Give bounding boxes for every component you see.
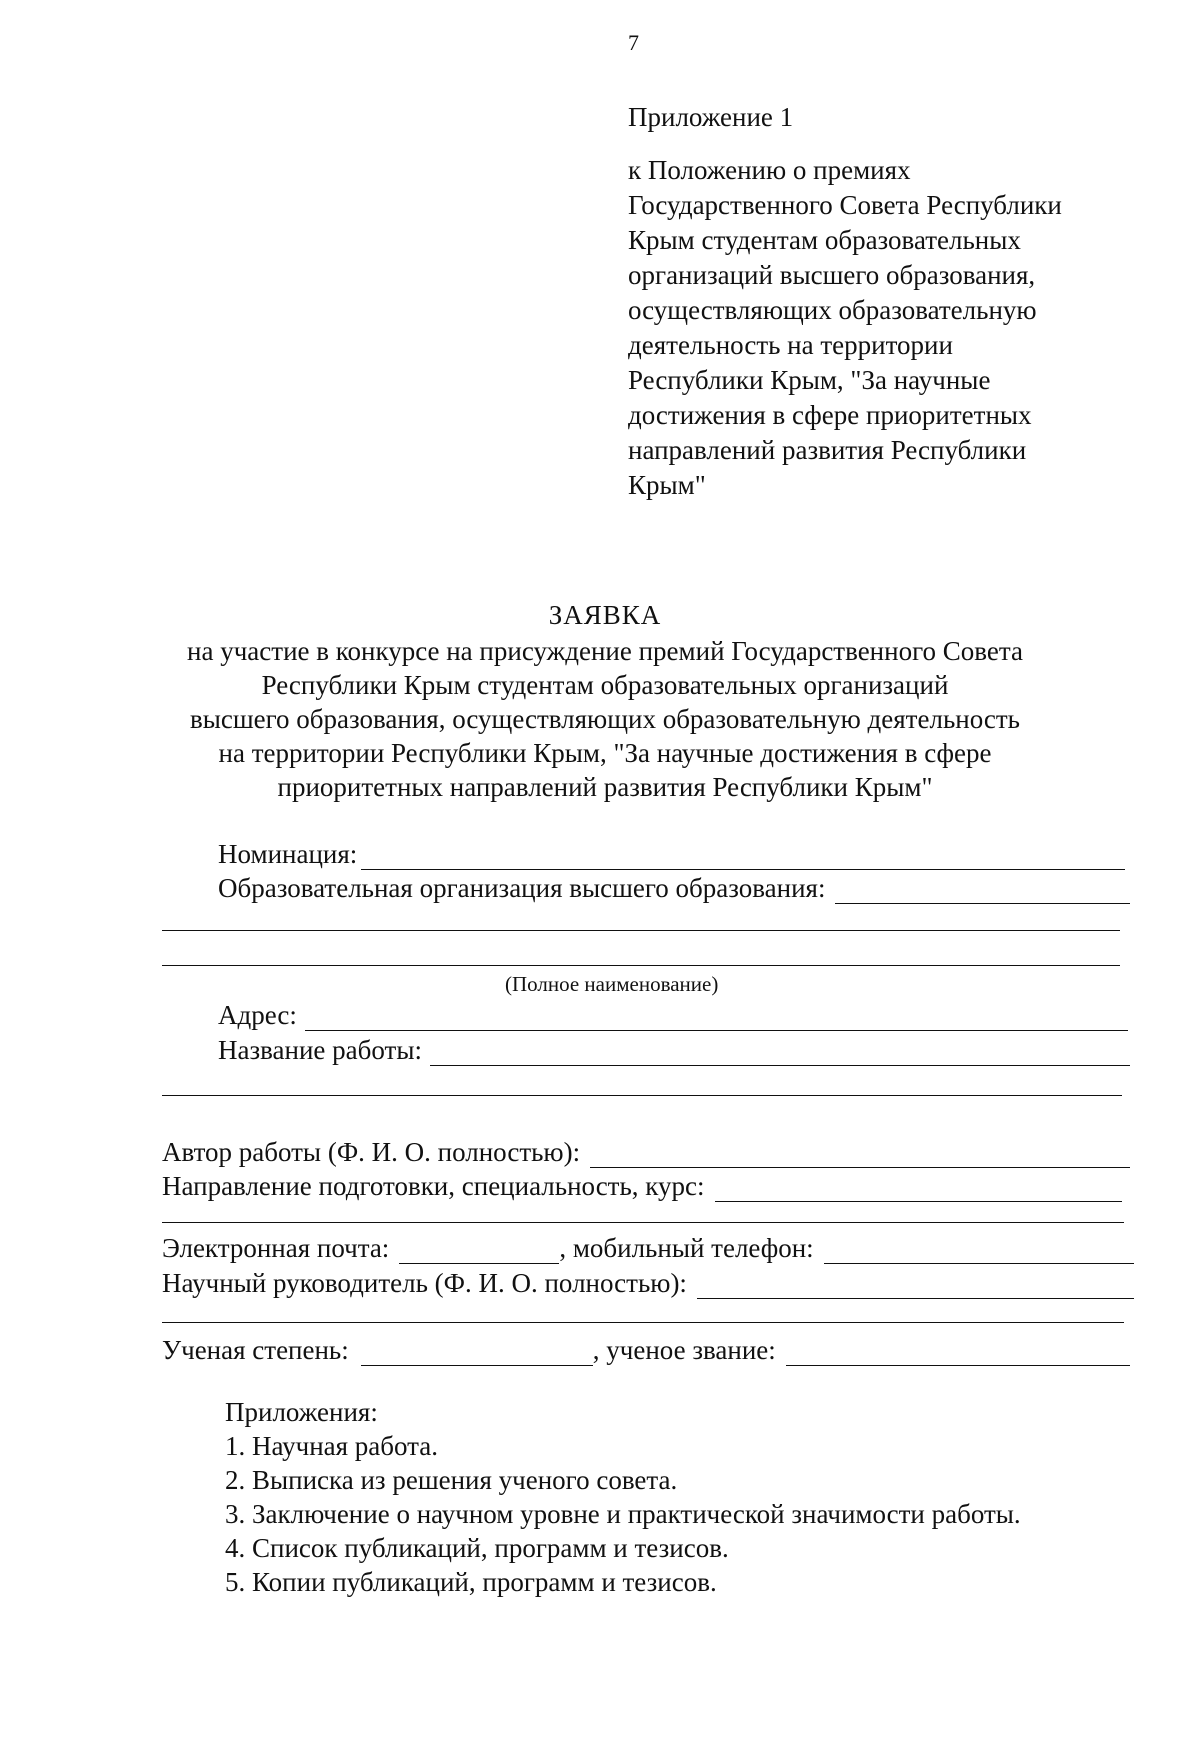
organization-line-3[interactable] bbox=[162, 965, 1120, 966]
degree-field[interactable] bbox=[361, 1341, 593, 1366]
direction-line-2[interactable] bbox=[162, 1222, 1124, 1223]
rank-label: , ученое звание: bbox=[592, 1335, 776, 1365]
attachment-item: 1. Научная работа. bbox=[225, 1431, 439, 1461]
appendix-title: Приложение 1 bbox=[628, 102, 794, 132]
work-title-label: Название работы: bbox=[218, 1035, 422, 1065]
application-title: ЗАЯВКА bbox=[548, 600, 662, 630]
nomination-label: Номинация: bbox=[218, 839, 358, 869]
direction-row bbox=[162, 1168, 1122, 1202]
heading-line: приоритетных направлений развития Республики Крым" bbox=[277, 772, 933, 802]
heading-line: Республики Крым студентам образовательных организаций bbox=[261, 670, 949, 700]
attachments-block bbox=[225, 1395, 1021, 1599]
author-row bbox=[162, 1134, 1130, 1168]
appendix-line: Крым студентам образовательных bbox=[628, 225, 1021, 255]
degree-label: Ученая степень: bbox=[162, 1335, 349, 1365]
appendix-line: Республики Крым, "За научные bbox=[628, 365, 991, 395]
appendix-line: организаций высшего образования, bbox=[628, 260, 1036, 290]
supervisor-label: Научный руководитель (Ф. И. О. полностью): bbox=[162, 1268, 687, 1298]
email-label: Электронная почта: bbox=[162, 1233, 390, 1263]
appendix-line: к Положению о премиях bbox=[628, 155, 911, 185]
phone-label: , мобильный телефон: bbox=[559, 1233, 814, 1263]
heading-line: высшего образования, осуществляющих образовательную деятельность bbox=[190, 704, 1020, 734]
rank-field[interactable] bbox=[786, 1341, 1130, 1366]
appendix-line: Крым" bbox=[628, 470, 706, 500]
appendix-line: Государственного Совета Республики bbox=[628, 190, 1062, 220]
appendix-line: направлений развития Республики bbox=[628, 435, 1027, 465]
supervisor-line-2[interactable] bbox=[162, 1322, 1124, 1323]
attachments-list bbox=[225, 1429, 1021, 1599]
page-number: 7 bbox=[628, 30, 639, 55]
address-row bbox=[218, 997, 1128, 1031]
appendix-line: осуществляющих образовательную bbox=[628, 295, 1037, 325]
appendix-line: деятельность на территории bbox=[628, 330, 953, 360]
direction-field[interactable] bbox=[715, 1177, 1122, 1202]
nomination-row bbox=[218, 836, 1125, 870]
direction-label: Направление подготовки, специальность, курс: bbox=[162, 1171, 705, 1201]
attachment-item: 2. Выписка из решения ученого совета. bbox=[225, 1465, 678, 1495]
appendix-line: достижения в сфере приоритетных bbox=[628, 400, 1032, 430]
supervisor-row bbox=[162, 1265, 1134, 1299]
address-label: Адрес: bbox=[218, 1000, 297, 1030]
organization-row bbox=[218, 870, 1130, 904]
work-title-line-2[interactable] bbox=[162, 1095, 1122, 1096]
email-field[interactable] bbox=[399, 1239, 559, 1264]
contacts-row bbox=[162, 1230, 1134, 1264]
address-field[interactable] bbox=[305, 1006, 1128, 1031]
attachments-title: Приложения: bbox=[225, 1397, 378, 1427]
degree-row bbox=[162, 1332, 1130, 1366]
application-heading bbox=[130, 598, 1080, 804]
author-field[interactable] bbox=[590, 1143, 1130, 1168]
appendix-block bbox=[628, 100, 1148, 503]
heading-line: на участие в конкурсе на присуждение премий Государственного Совета bbox=[187, 636, 1023, 666]
nomination-field[interactable] bbox=[361, 845, 1125, 870]
phone-field[interactable] bbox=[824, 1239, 1134, 1264]
author-label: Автор работы (Ф. И. О. полностью): bbox=[162, 1137, 581, 1167]
organization-field[interactable] bbox=[835, 879, 1130, 904]
work-title-field[interactable] bbox=[430, 1041, 1130, 1066]
supervisor-field[interactable] bbox=[697, 1274, 1134, 1299]
attachment-item: 3. Заключение о научном уровне и практической значимости работы. bbox=[225, 1499, 1021, 1529]
work-title-row bbox=[218, 1032, 1130, 1066]
organization-label: Образовательная организация высшего образования: bbox=[218, 873, 826, 903]
attachment-item: 4. Список публикаций, программ и тезисов. bbox=[225, 1533, 729, 1563]
heading-line: на территории Республики Крым, "За научные достижения в сфере bbox=[218, 738, 992, 768]
organization-line-2[interactable] bbox=[162, 930, 1120, 931]
full-name-caption: (Полное наименование) bbox=[505, 972, 719, 996]
attachment-item: 5. Копии публикаций, программ и тезисов. bbox=[225, 1567, 717, 1597]
